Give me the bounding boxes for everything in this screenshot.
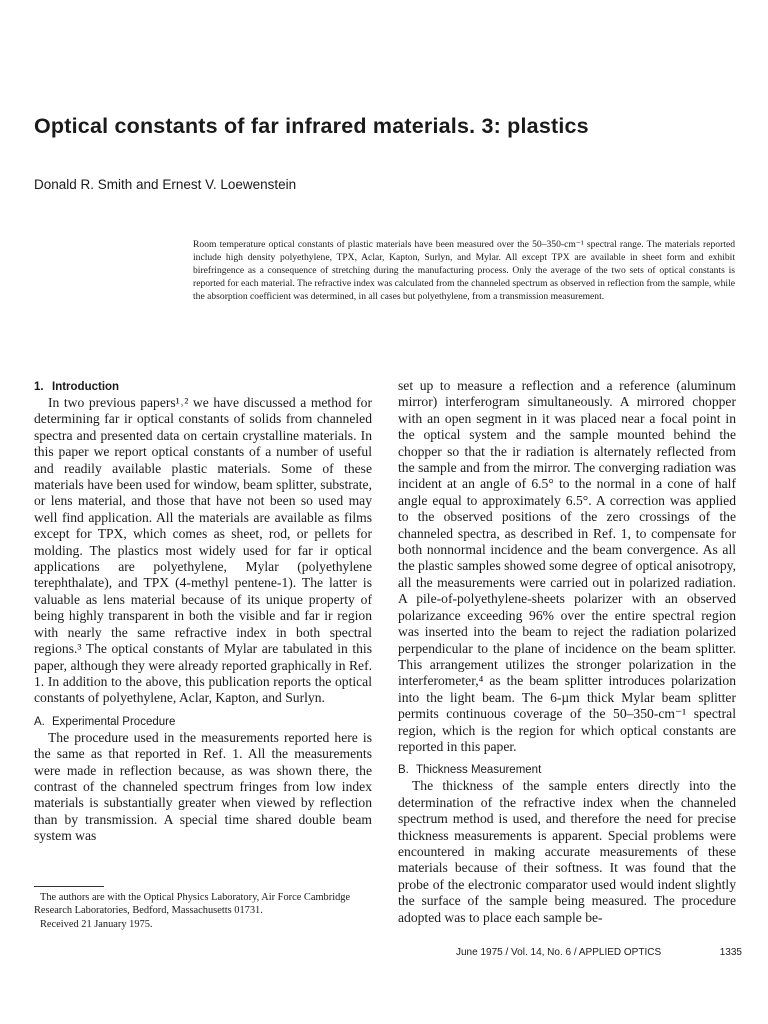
page-footer bbox=[456, 946, 742, 960]
journal-citation: June 1975 / Vol. 14, No. 6 / APPLIED OPTICS bbox=[456, 947, 662, 958]
subsection-heading-thickness-measurement bbox=[398, 763, 736, 777]
procedure-paragraph-continued: set up to measure a reflection and a reference (aluminum mirror) interferogram simultaneously. A mirrored chopper with an open segment in it was placed near a focal point in the optical system and the sample mounted behind the chopper so that the ir radiation is alternately reflected from the sample and from the mirror. The converging radiation was incident at an angle of 6.5° to the normal in a cone of half angle equal to approximately 6.5°. A correction was applied to the observed positions of the zero crossings of the channeled spectra, as described in Ref. 1, to compensate for both nonnormal incidence and the beam convergence. As all the plastic samples showed some degree of optical anisotropy, all the measurements were carried out in polarized radiation. A pile-of-polyethylene-sheets polarizer with an observed polarizance exceeding 96% over the entire spectral region was inserted into the beam to reject the radiation polarized perpendicular to the plane of incidence on the beam splitter. This arrangement utilizes the stronger polarization in the interferometer,⁴ as the beam splitter introduces polarization into the light beam. The 6-µm thick Mylar beam splitter permits continuous coverage of the 50–350-cm⁻¹ spectral region, which is the region for which optical constants are reported in this paper. bbox=[398, 378, 736, 754]
subsection-heading-experimental-procedure bbox=[34, 715, 372, 729]
footnote bbox=[34, 886, 374, 931]
subsection-label: B. bbox=[398, 764, 409, 777]
subsection-label: A. bbox=[34, 715, 45, 728]
subsection-title: Experimental Procedure bbox=[52, 715, 176, 728]
section-title: Introduction bbox=[52, 381, 120, 393]
abstract: Room temperature optical constants of plastic materials have been measured over the 50–350-cm⁻¹ spectral range. The materials reported include high density polyethylene, TPX, Aclar, Kapton, Surlyn, and Mylar. All except TPX are available in sheet form and exhibit birefringence as a consequence of stretching during the manufacturing process. Only the average of the two sets of optical constants is reported for each material. The refractive index was calculated from the channeled spectrum as observed in reflection from the sample, while the absorption coefficient was determined, in all cases but polyethylene, from a transmission measurement. bbox=[193, 239, 735, 303]
thickness-paragraph: The thickness of the sample enters directly into the determination of the refractive index when the channeled spectrum method is used, and therefore the need for precise thickness measurements is apparent. Special problems were encountered in making accurate measurements of these materials because of their softness. It was found that the probe of the electronic comparator used would indent slightly the surface of the sample being measured. The procedure adopted was to place each sample be- bbox=[398, 778, 736, 925]
section-heading-introduction bbox=[34, 380, 372, 394]
section-number: 1. bbox=[34, 381, 44, 393]
footnote-rule bbox=[34, 886, 104, 887]
page-number: 1335 bbox=[719, 947, 742, 958]
intro-paragraph: In two previous papers¹˒² we have discussed a method for determining far ir optical constants of solids from channeled spectra and presented data on certain crystalline materials. In this paper we report optical constants of a number of useful and readily available plastic materials. Some of these materials have been used for window, beam splitter, substrate, or lens material, and those that have not been so used may well find application. All the materials are available as films except for TPX, which comes as sheet, rod, or pellets for molding. The plastics most widely used for far ir optical applications are polyethylene, Mylar (polyethylene terephthalate), and TPX (4-methyl pentene-1). The latter is valuable as lens material because of its unique property of being highly transparent in both the visible and far ir region with nearly the same refractive index in both spectral regions.³ The optical constants of Mylar are tabulated in this paper, although they were already reported graphically in Ref. 1. In addition to the above, this publication reports the optical constants of polyethylene, Aclar, Kapton, and Surlyn. bbox=[34, 395, 372, 706]
author-list: Donald R. Smith and Ernest V. Loewenstein bbox=[34, 177, 297, 192]
footnote-received: Received 21 January 1975. bbox=[40, 918, 153, 930]
footnote-affiliation: The authors are with the Optical Physics Laboratory, Air Force Cambridge Research Laboratories, Bedford, Massachusetts 01731. bbox=[34, 892, 351, 917]
left-column bbox=[34, 378, 372, 845]
paper-title: Optical constants of far infrared materials. 3: plastics bbox=[34, 114, 589, 138]
procedure-paragraph: The procedure used in the measurements reported here is the same as that reported in Ref. 1. All the measurements were made in reflection because, as was shown there, the contrast of the channeled spectrum fringes from low index materials is substantially greater when viewed by reflection than by transmission. A special time shared double beam system was bbox=[34, 729, 372, 844]
right-column bbox=[398, 378, 736, 926]
subsection-title: Thickness Measurement bbox=[416, 764, 542, 777]
